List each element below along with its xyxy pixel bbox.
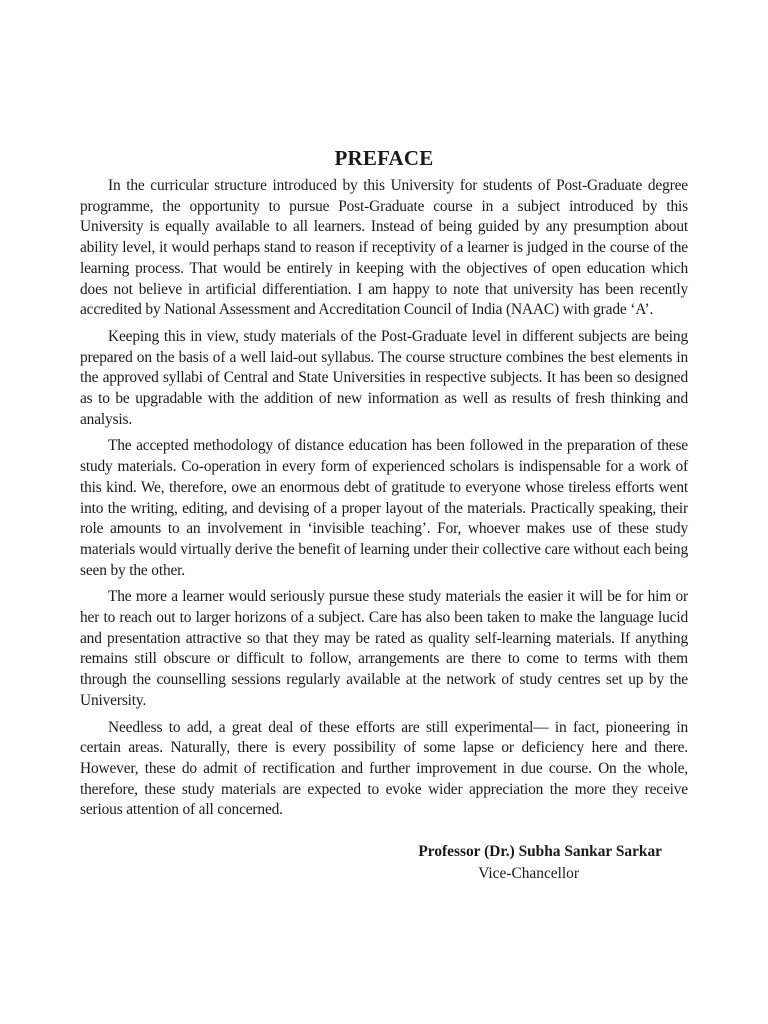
page-title: PREFACE	[334, 146, 434, 170]
signature-block	[0, 842, 768, 892]
signatory-role: Vice-Chancellor	[478, 865, 579, 882]
paragraph-4: The more a learner would seriously pursue these study materials the easier it will be for him or her to reach out to larger horizons of a subject. Care has also been taken to make the language lucid and presentation attractive so that they may be rated as quality self-learning materials. If anything remains still obscure or difficult to follow, arrangements are there to come to terms with them through the counselling sessions regularly available at the network of study centres set up by the University.	[80, 588, 688, 709]
paragraph-3: The accepted methodology of distance education has been followed in the preparation of these study materials. Co-operation in every form of experienced scholars is indispensable for a work of this kind. We, therefore, owe an enormous debt of gratitude to everyone whose tireless efforts went into the writing, editing, and devising of a proper layout of the materials. Practically speaking, their role amounts to an involvement in ‘invisible teaching’. For, whoever makes use of these study materials would virtually derive the benefit of learning under their collective care without each being seen by the other.	[80, 437, 688, 579]
preface-page	[80, 144, 688, 827]
paragraph-1: In the curricular structure introduced by this University for students of Post-Graduate degree programme, the opportunity to pursue Post-Graduate course in a subject introduced by this University is equally available to all learners. Instead of being guided by any presumption about ability level, it would perhaps stand to reason if receptivity of a learner is judged in the course of the learning process. That would be entirely in keeping with the objectives of open education which does not believe in artificial differentiation. I am happy to note that university has been recently accredited by National Assessment and Accreditation Council of India (NAAC) with grade ‘A’.	[80, 177, 688, 319]
paragraph-2: Keeping this in view, study materials of the Post-Graduate level in different subjects are being prepared on the basis of a well laid-out syllabus. The course structure combines the best elements in the approved syllabi of Central and State Universities in respective subjects. It has been so designed as to be upgradable with the addition of new information as well as results of fresh thinking and analysis.	[80, 327, 688, 428]
signatory-name: Professor (Dr.) Subha Sankar Sarkar	[418, 843, 662, 860]
paragraph-5: Needless to add, a great deal of these efforts are still experimental— in fact, pioneering in certain areas. Naturally, there is every possibility of some lapse or deficiency here and there. However, these do admit of rectification and further improvement in due course. On the whole, therefore, these study materials are expected to evoke wider appreciation the more they receive serious attention of all concerned.	[80, 718, 688, 819]
